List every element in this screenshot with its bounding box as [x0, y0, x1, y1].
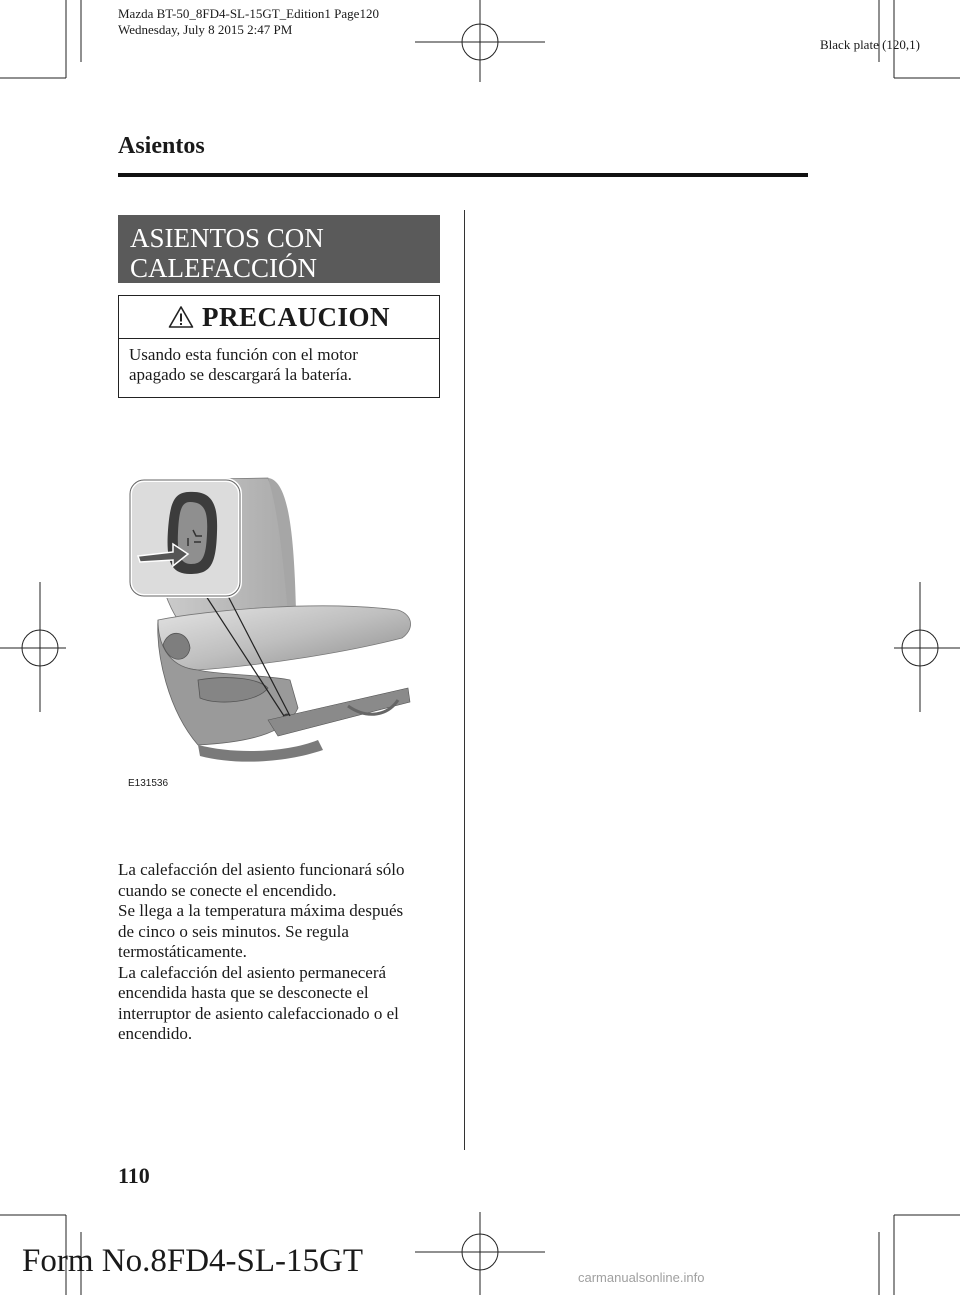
section-heading-line1: ASIENTOS CON — [130, 223, 324, 253]
body-text — [118, 860, 448, 1045]
caution-text — [119, 339, 439, 391]
black-plate-label: Black plate (120,1) — [820, 37, 920, 52]
caution-text-line1: Usando esta función con el motor — [129, 345, 358, 364]
body-line: de cinco o seis minutos. Se regula — [118, 921, 349, 941]
title-rule — [118, 173, 808, 177]
warning-triangle-icon — [168, 305, 194, 329]
registration-mark-left — [0, 582, 66, 712]
body-line: cuando se conecte el encendido. — [118, 880, 337, 900]
registration-mark-top — [415, 0, 545, 82]
body-line: La calefacción del asiento funcionará sólo — [118, 860, 405, 879]
form-number: Form No.8FD4-SL-15GT — [22, 1243, 364, 1279]
section-heading-line2: CALEFACCIÓN — [130, 253, 318, 283]
figure-code: E131536 — [128, 778, 169, 789]
print-header-line1: Mazda BT-50_8FD4-SL-15GT_Edition1 Page120 — [118, 6, 379, 21]
print-header — [118, 6, 379, 38]
body-line: encendido. — [118, 1024, 193, 1043]
body-line: interruptor de asiento calefaccionado o el — [118, 1003, 399, 1023]
section-heading — [118, 215, 440, 283]
page-number: 110 — [118, 1163, 150, 1188]
registration-mark-right — [894, 582, 960, 712]
body-line: termostáticamente. — [118, 942, 247, 961]
watermark: carmanualsonline.info — [578, 1270, 705, 1285]
print-header-line2: Wednesday, July 8 2015 2:47 PM — [118, 22, 293, 37]
body-line: La calefacción del asiento permanecerá — [118, 962, 387, 982]
registration-mark-bottom — [415, 1212, 545, 1295]
caution-title: PRECAUCION — [201, 301, 390, 332]
heated-seat-illustration — [118, 470, 440, 800]
caution-text-line2: apagado se descargará la batería. — [129, 365, 352, 384]
body-line: Se llega a la temperatura máxima después — [118, 901, 404, 920]
column-divider — [464, 210, 465, 1150]
body-line: encendida hasta que se desconecte el — [118, 983, 369, 1002]
caution-box — [118, 295, 440, 398]
caution-header — [119, 296, 439, 339]
section-title: Asientos — [118, 133, 205, 159]
